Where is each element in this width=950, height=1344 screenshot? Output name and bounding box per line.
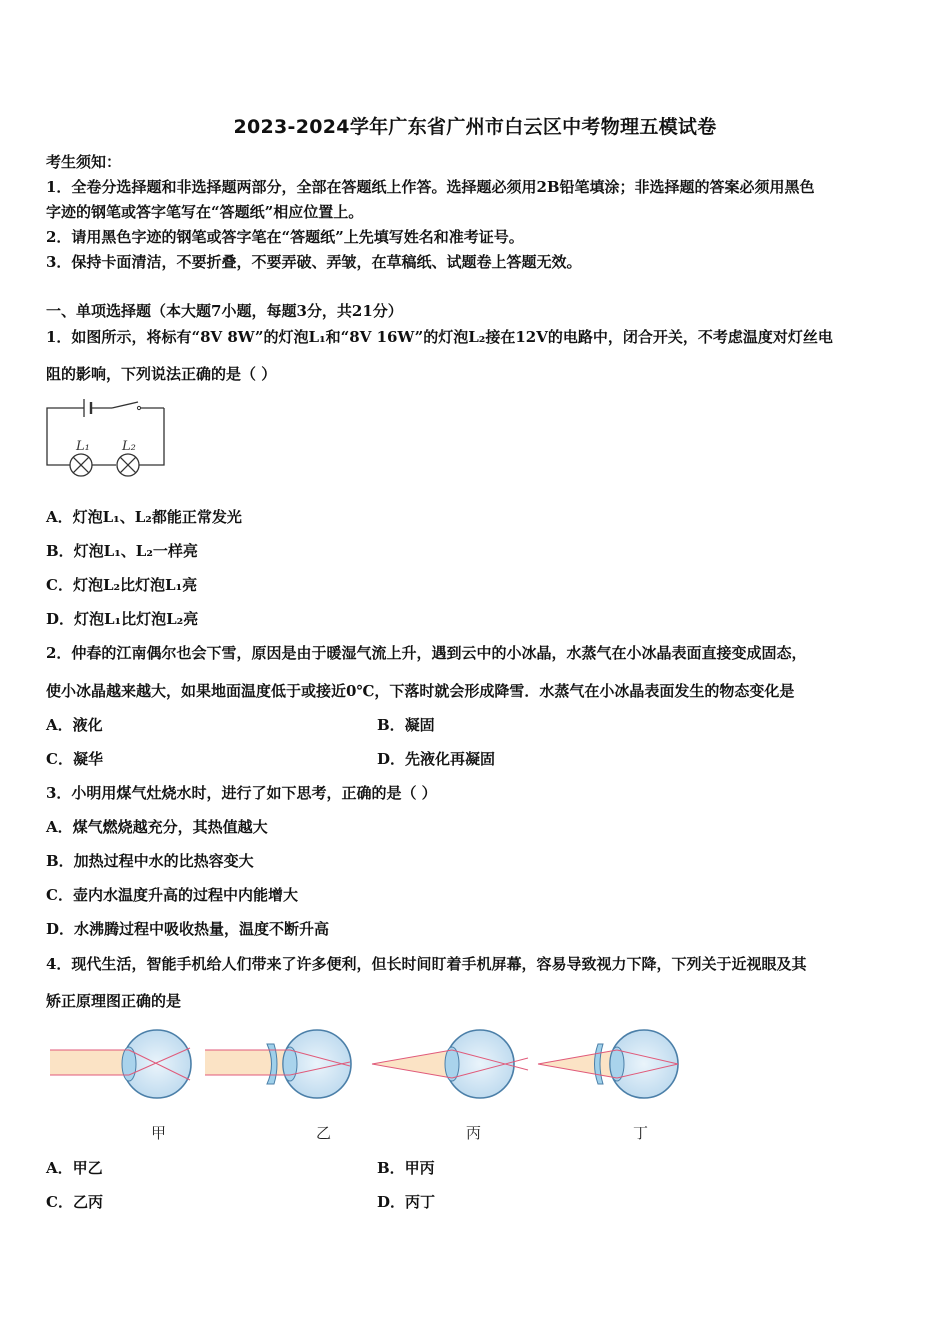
page-title: 2023-2024学年广东省广州市白云区中考物理五模试卷 — [233, 116, 717, 138]
option-d: D．丙丁 — [377, 1193, 436, 1211]
section-heading: 一、单项选择题（本大题7小题，每题3分，共21分） — [46, 302, 403, 320]
circuit-diagram — [46, 398, 168, 480]
question-2-text-2: 使小冰晶越来越大，如果地面温度低于或接近0℃，下落时就会形成降雪．水蒸气在小冰晶表面发生的物态变化是 — [46, 682, 795, 700]
switch-contact — [137, 406, 140, 409]
notice-item: 1．全卷分选择题和非选择题两部分，全部在答题纸上作答。选择题必须用2B铅笔填涂；非选择题的答案必须用黑色 — [46, 178, 815, 196]
option-a: A．液化 — [46, 716, 103, 734]
eye-caption-yi: 乙 — [316, 1124, 332, 1142]
eye-diagram-ding — [538, 1030, 678, 1098]
notice-item: 3．保持卡面清洁，不要折叠，不要弄破、弄皱，在草稿纸、试题卷上答题无效。 — [46, 253, 582, 271]
option-d: D．先液化再凝固 — [377, 750, 496, 768]
question-1-text-2: 阻的影响，下列说法正确的是（ ） — [46, 365, 277, 383]
eye-caption-bing: 丙 — [466, 1124, 482, 1142]
bulb-l2-label: L₂ — [122, 439, 136, 454]
option-c: C．壶内水温度升高的过程中内能增大 — [46, 886, 298, 904]
question-2-text: 2．仲春的江南偶尔也会下雪，原因是由于暖湿气流上升，遇到云中的小冰晶，水蒸气在小冰晶表面直接变成固态， — [46, 644, 807, 662]
bulb-l1-symbol — [70, 454, 92, 476]
bulb-l1-label: L₁ — [76, 439, 90, 454]
notice-item: 字迹的钢笔或答字笔写在“答题纸”相应位置上。 — [46, 203, 364, 221]
eye-diagram-jia — [50, 1030, 191, 1098]
bulb-l2-symbol — [117, 454, 139, 476]
option-b: B．甲丙 — [377, 1159, 435, 1177]
notice-item: 2．请用黑色字迹的钢笔或答字笔在“答题纸”上先填写姓名和准考证号。 — [46, 228, 524, 246]
eye-diagrams — [40, 1022, 690, 1112]
option-b: B．凝固 — [377, 716, 435, 734]
question-4-text: 4．现代生活，智能手机给人们带来了许多便利，但长时间盯着手机屏幕，容易导致视力下降，下列关于近视眼及其 — [46, 955, 807, 973]
question-1-text: 1．如图所示，将标有“8V 8W”的灯泡L₁和“8V 16W”的灯泡L₂接在12V的电路中，闭合开关，不考虑温度对灯丝电 — [46, 328, 833, 346]
option-a: A．灯泡L₁、L₂都能正常发光 — [46, 508, 242, 526]
eye-caption-jia: 甲 — [151, 1124, 167, 1142]
option-c: C．凝华 — [46, 750, 103, 768]
option-d: D．水沸腾过程中吸收热量，温度不断升高 — [46, 920, 330, 938]
eye-caption-ding: 丁 — [633, 1124, 649, 1142]
question-4-text-2: 矫正原理图正确的是 — [46, 992, 182, 1010]
notice-heading: 考生须知： — [46, 153, 122, 171]
option-d: D．灯泡L₁比灯泡L₂亮 — [46, 610, 199, 628]
eye-diagram-yi — [205, 1030, 351, 1098]
option-b: B．灯泡L₁、L₂一样亮 — [46, 542, 198, 560]
option-a: A．煤气燃烧越充分，其热值越大 — [46, 818, 268, 836]
question-3-text: 3．小明用煤气灶烧水时，进行了如下思考，正确的是（ ） — [46, 784, 437, 802]
option-c: C．灯泡L₂比灯泡L₁亮 — [46, 576, 198, 594]
option-a: A．甲乙 — [46, 1159, 103, 1177]
option-b: B．加热过程中水的比热容变大 — [46, 852, 254, 870]
option-c: C．乙丙 — [46, 1193, 103, 1211]
eye-diagram-bing — [372, 1030, 528, 1098]
